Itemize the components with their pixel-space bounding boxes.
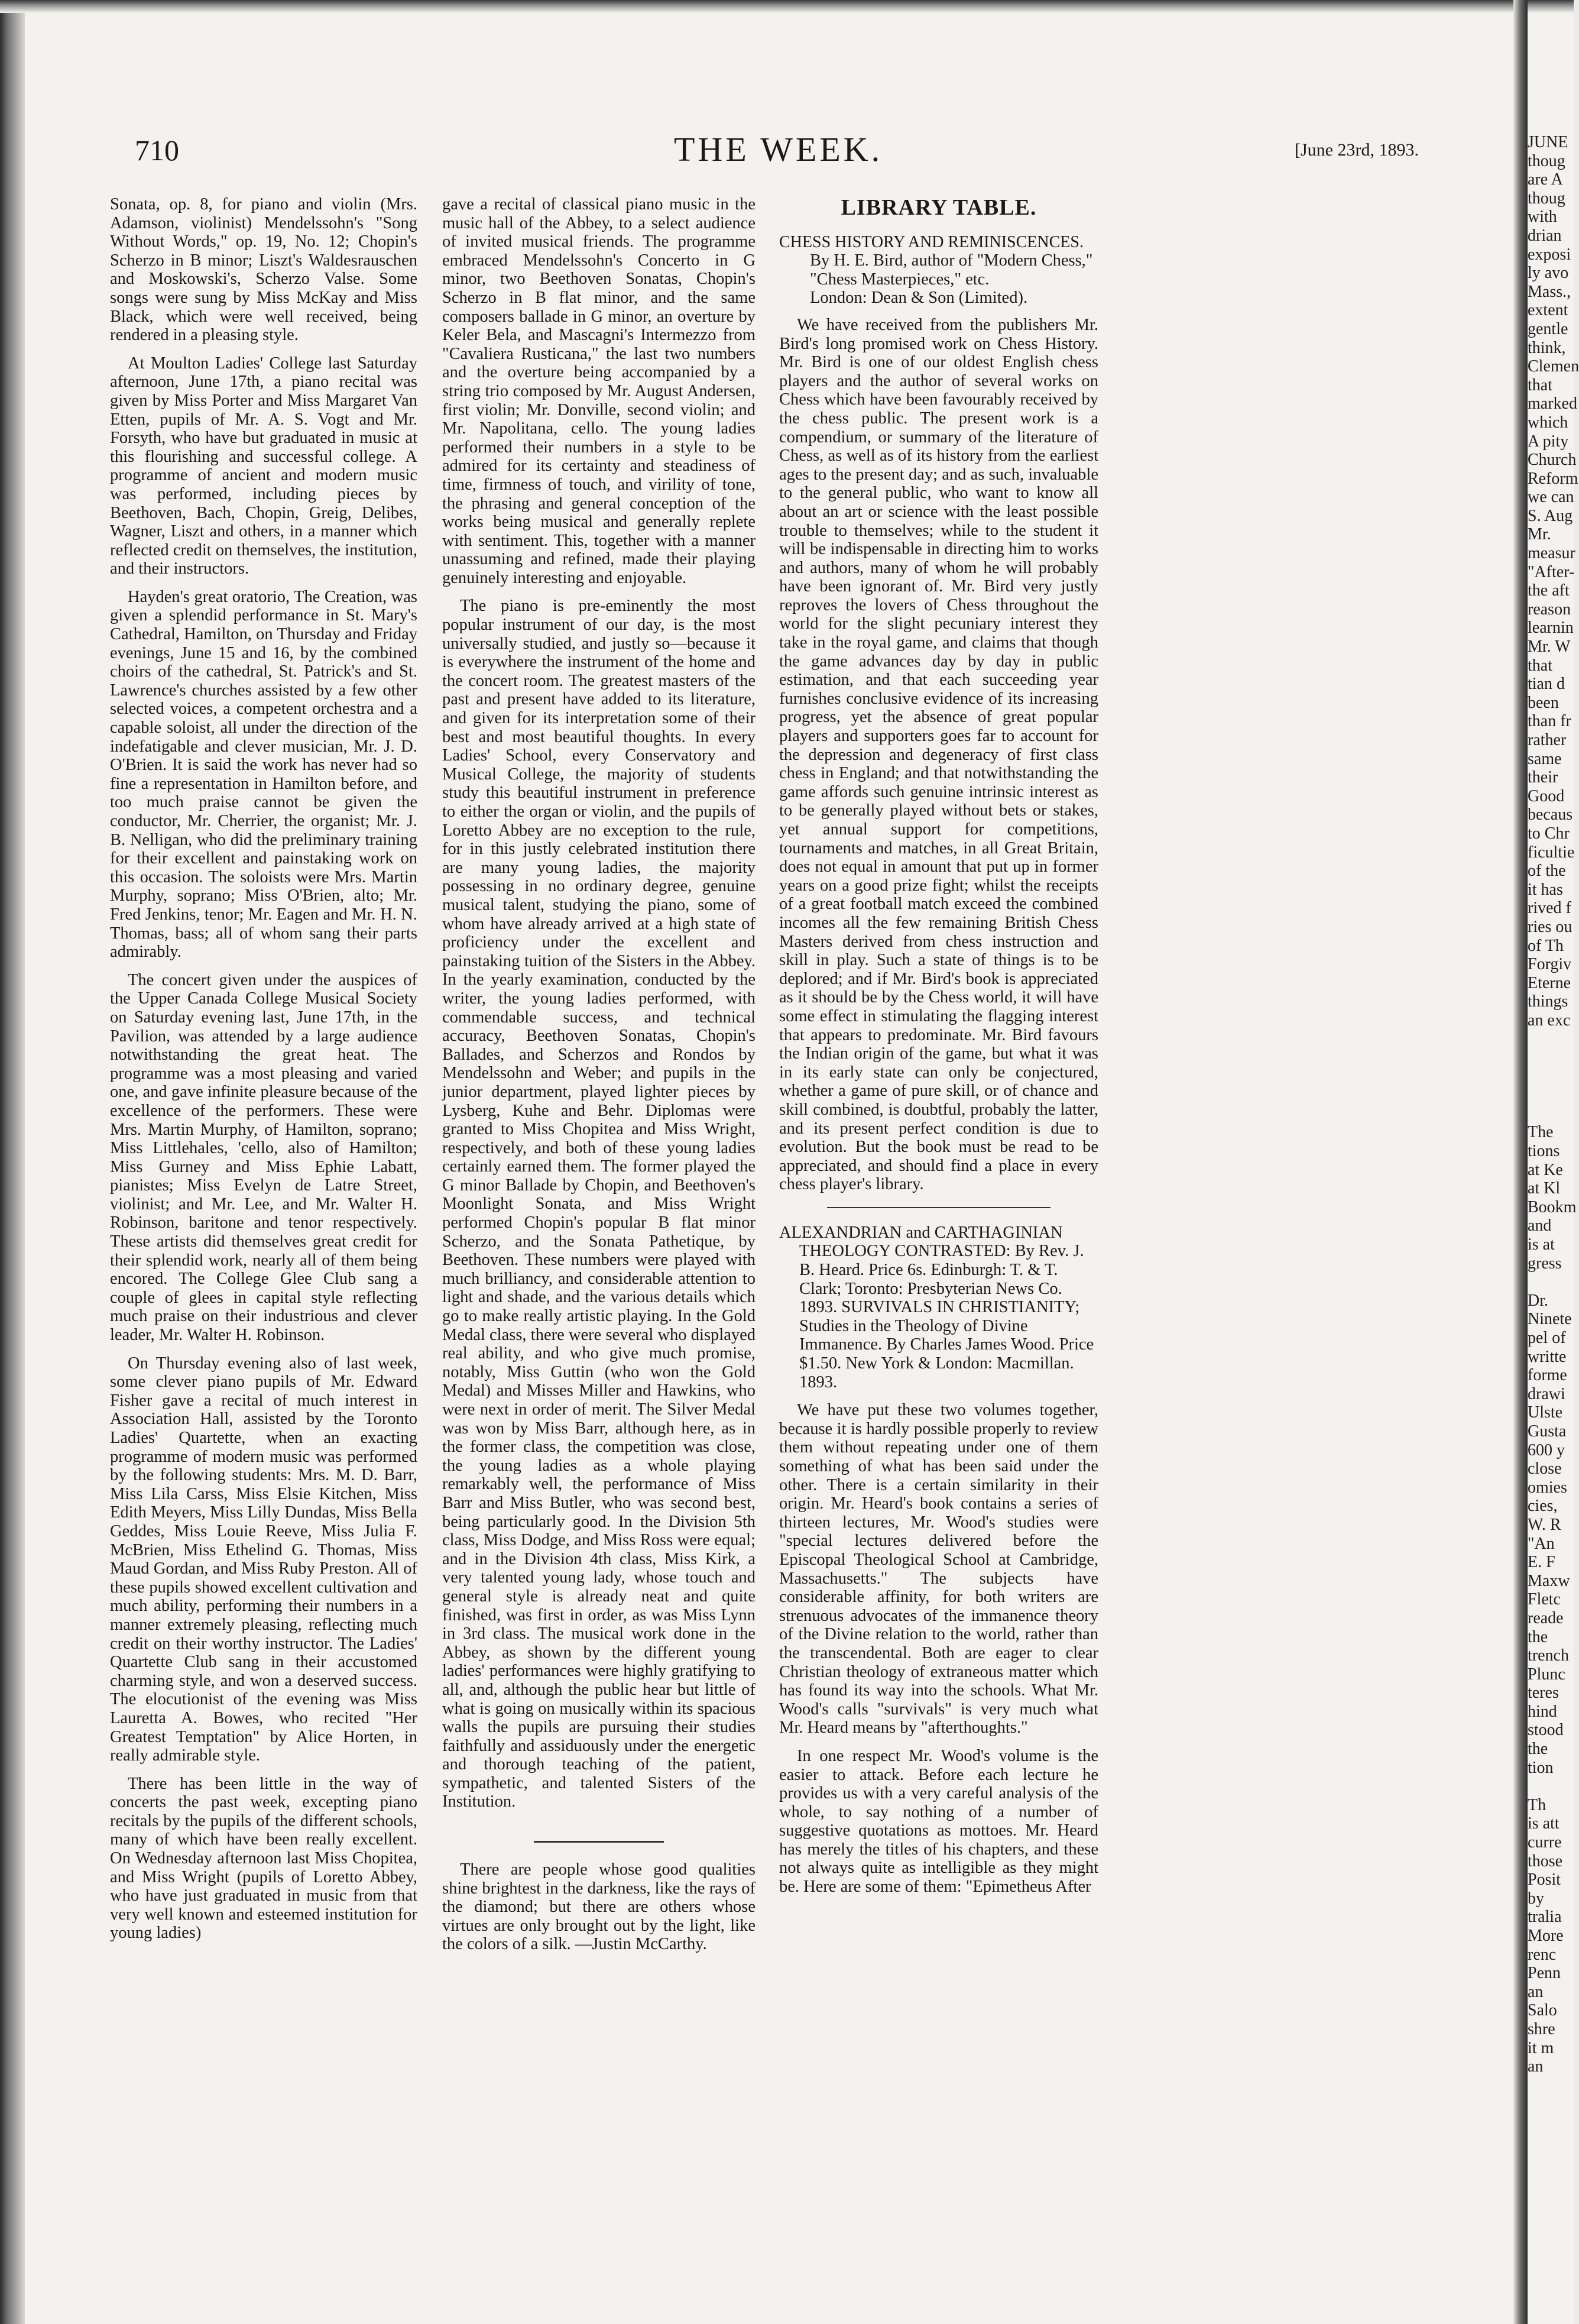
scan-edge-top [0,0,1574,13]
facing-page-word: at Kl [1528,1179,1561,1198]
facing-page-word [1528,1048,1574,1067]
facing-page-word: The [1528,1123,1554,1142]
facing-page-word: drawi [1528,1384,1565,1403]
page-header [0,130,1513,180]
facing-page-word: by [1528,1889,1544,1908]
facing-page-word: close [1528,1459,1562,1478]
paragraph: Hayden's great oratorio, The Creation, was given a splendid performance in St. Mary's Cathedral, Hamilton, on Thursday and Friday evenings, June 15 and 16, by the combined choirs of the cathedral, St. Patrick's and St. Lawrence's churches assisted by a few other selected voices, a competent orchestra and a capable soloist, all under the direction of the indefatigable and clever musician, Mr. J. D. O'Brien. It is said the work has never had so fine a representation in Hamilton before, and too much praise cannot be given the conductor, Mr. Cherrier, the organist; Mr. J. B. Nelligan, who did the preliminary training for their excellent and painstaking work on this occasion. The soloists were Mrs. Martin Murphy, soprano; Miss O'Brien, alto; Mr. Fred Jenkins, tenor; Mr. Eagen and Mr. H. N. Thomas, bass; all of whom sang their parts admirably. [110,587,417,962]
facing-page-word: are A [1528,170,1563,189]
review-body: We have put these two volumes together, because it is hardly possible properly to review them without repeating under one of them something of what has been said under the other. There is a certain similarity in their origin. Mr. Heard's book contains a series of thirteen lectures, Mr. Wood's studies were "special lectures delivered before the Episcopal Theological School at Cambridge, Massachusetts." The subjects have considerable affinity, for both writers are strenuous advocates of the immanence theory of the Divine relation to the world, rather than the transcendental. Both are eager to clear Christian theology of extraneous matter which has found its way into the schools. What Mr. Wood's calls "survivals" is very much what Mr. Heard means by "afterthoughts." [779,1401,1098,1737]
facing-page-word: tions [1528,1142,1560,1161]
review-body: In one respect Mr. Wood's volume is the easier to attack. Before each lecture he provides us with a very careful analysis of the whole, to say nothing of a number of suggestive quotations as mottoes. Mr. Heard has merely the titles of his chapters, and these not always quite as intelligible as they might be. Here are some of them: "Epimetheus After [779,1746,1098,1896]
facing-page-word: Eterne [1528,973,1571,992]
facing-page-word: we can [1528,488,1574,507]
issue-date: [June 23rd, 1893. [1295,140,1419,160]
section-divider [534,1841,664,1843]
facing-page-word: thoug [1528,189,1565,208]
facing-page-word: an exc [1528,1011,1571,1030]
facing-page-word: ly avo [1528,264,1569,283]
review-heading: ALEXANDRIAN and CARTHAGINIAN THEOLOGY CONTRASTED: By Rev. J. B. Heard. Price 6s. Edinburgh: T. & T. Clark; Toronto: Presbyterian News Co. 1893. SURVIVALS IN CHRISTIANITY; Studies in the Theology of Divine Immanence. By Charles James Wood. Price $1.50. New York & London: Macmillan. 1893. [779,1223,1094,1391]
facing-page-word: the [1528,1740,1548,1759]
facing-page-word: tralia [1528,1908,1562,1927]
paragraph: On Thursday evening also of last week, some clever piano pupils of Mr. Edward Fisher gave a recital of much interest in Association Hall, assisted by the Toronto Ladies' Quartette, when an exacting programme of modern music was performed by the following students: Mrs. M. D. Barr, Miss Lila Carss, Miss Elsie Kitchen, Miss Edith Meyers, Miss Lilly Dundas, Miss Bella Geddes, Miss Louie Reeve, Miss Julia F. McBrien, Miss Ethelind G. Thomas, Miss Maud Gordan, and Miss Ruby Preston. All of these pupils showed excellent cultivation and much ability, performing their numbers in a manner extremely pleasing, reflecting much credit on their worthy instructor. The Ladies' Quartette Club sang in their accustomed charming style, and won a deserved success. The elocutionist of the evening was Miss Lauretta A. Bowes, who recited "Her Greatest Temptation" by Alice Horten, in really admirable style. [110,1354,417,1765]
paragraph: There has been little in the way of concerts the past week, excepting piano recitals by the pupils of the different schools, many of which have been really excellent. On Wednesday afternoon last Miss Chopitea, and Miss Wright (pupils of Loretto Abbey, who have just graduated in music from that very well known and esteemed institution for young ladies) [110,1774,417,1943]
facing-page-word: renc [1528,1945,1557,1964]
facing-page-word: "An [1528,1534,1555,1553]
facing-page-word: the [1528,1627,1548,1646]
facing-page-word: Church [1528,451,1577,470]
facing-page-word: exposi [1528,245,1571,264]
review-title: CHESS HISTORY AND REMINISCENCES. [779,232,1084,251]
paragraph: The piano is pre-eminently the most popular instrument of our day, is the most universally studied, and justly so—because it is everywhere the instrument of the home and the concert room. The greatest masters of the past and present have added to its literature, and given for its interpretation some of their best and most beautiful thoughts. In every Ladies' School, every Conservatory and Musical College, the majority of students study this beautiful instrument in preference to either the organ or violin, and the pupils of Loretto Abbey are no exception to the rule, for in this justly celebrated institution there are many young ladies, the majority possessing in no ordinary degree, genuine musical talent, studying the piano, some of whom have already arrived at a high state of proficiency under the excellent and painstaking tuition of the Sisters in the Abbey. In the yearly examination, conducted by the writer, the young ladies performed, with commendable success, and technical accuracy, Beethoven Sonatas, Chopin's Ballades, and Scherzos and Rondos by Mendelssohn and Weber; and pupils in the junior department, played lighter pieces by Lysberg, Kuhe and Behr. Diplomas were granted to Miss Chopitea and Miss Wright, respectively, and both of these young ladies certainly earned them. The former played the G minor Ballade by Chopin, and Beethoven's Moonlight Sonata, and Miss Wright performed Chopin's popular B flat minor Scherzo, and the Sonata Pathetique, by Beethoven. These numbers were played with much brilliancy, and considerable attention to light and shade, and the various details which go to make really artistic playing. In the Gold Medal class, there were several who displayed real ability, and who give much promise, notably, Miss Guttin (who won the Gold Medal) and Misses Miller and Hawkins, who were next in order of merit. The Silver Medal was won by Miss Barr, although here, as in the former class, the competition was close, the young ladies as a whole playing remarkably well, the performance of Miss Barr and Miss Butler, who was second best, being particularly good. In the Division 5th class, Miss Dodge, and Miss Ross were equal; and in the Division 4th class, Miss Kirk, a very talented young lady, whose touch and general style is already neat and quite finished, was first in order, as was Miss Lynn in 3rd class. The musical work done in the Abbey, as shown by the different young ladies' performances were highly gratifying to all, and, although the public hear but little of what is going on musically within its spacious walls the pupils are pursuing their studies faithfully and assiduously under the energetic and thorough teaching of the patient, sympathetic, and talented Sisters of the Institution. [442,597,756,1811]
facing-page-word [1528,1273,1574,1292]
page-fold-shadow [1513,0,1528,2324]
quotation: There are people whose good qualities shine brightest in the darkness, like the rays of the diamond; but there are others whose virtues are only brought out by the light, like the colors of a silk. —Justin McCarthy. [442,1860,756,1954]
facing-page-word: marked [1528,394,1577,413]
facing-page-word: an [1528,1982,1544,2001]
facing-page-word: rived f [1528,899,1571,918]
facing-page-word: ficultie [1528,843,1575,862]
facing-page-word: thoug [1528,151,1565,170]
paragraph: Sonata, op. 8, for piano and violin (Mrs. Adamson, violinist) Mendelssohn's "Song Without Words," op. 19, No. 12; Chopin's Scherzo in B minor; Liszt's Waldesrauschen and Moskowski's, Scherzo Valse. Some songs were sung by Miss McKay and Miss Black, which were well received, being rendered in a pleasing style. [110,195,417,345]
facing-page-word: JUNE [1528,133,1568,151]
paragraph: gave a recital of classical piano music in the music hall of the Abbey, to a select audience of invited musical friends. The programme embraced Mendelssohn's Concerto in G minor, two Beethoven Sonatas, Chopin's Scherzo in B flat minor, and the same composers ballade in G minor, an overture by Keler Bela, and Mascagni's Intermezzo from "Cavaliera Rusticana," the last two numbers and the overture being accompanied by a string trio composed by Mr. August Andersen, first violin; Mr. Donville, second violin; and Mr. Napolitana, cello. The young ladies performed their numbers in a style to be admired for its certainty and steadiness of time, firmness of touch, and virility of tone, the phrasing and general conception of the works being musical and generally replete with sentiment. This, together with a manner unassuming and refined, made their playing genuinely interesting and enjoyable. [442,195,756,587]
facing-page-word: drian [1528,226,1562,245]
facing-page-word: becaus [1528,805,1573,824]
paragraph: The concert given under the auspices of the Upper Canada College Musical Society on Saturday evening last, June 17th, in the Pavilion, was attended by a large audience notwithstanding the great heat. The programme was a most pleasing and varied one, and gave infinite pleasure because of the excellence of the performers. These were Mrs. Martin Murphy, of Hamilton, soprano; Miss Littlehales, 'cello, also of Hamilton; Miss Gurney and Miss Ephie Labatt, pianistes; Miss Evelyn de Latre Street, violinist; and Mr. Lee, and Mr. Walter H. Robinson, baritone and tenor respectively. These artists did themselves great credit for their splendid work, nearly all of them being encored. The College Glee Club sang a couple of glees in capital style reflecting much praise on their industrious and clever leader, Mr. Walter H. Robinson. [110,970,417,1345]
facing-page-word: Ulste [1528,1403,1563,1422]
column-library-table [779,195,1098,1906]
facing-page-word: Bookm [1528,1197,1577,1216]
facing-page-word: "After- [1528,562,1575,581]
facing-page-word [1528,1067,1574,1086]
facing-page-word: More [1528,1927,1564,1945]
facing-page-word: of Th [1528,936,1564,955]
facing-page-word: is att [1528,1814,1559,1833]
facing-page-word: omies [1528,1478,1567,1497]
facing-page-word: extent [1528,301,1568,320]
facing-page-word: Ninete [1528,1310,1572,1329]
facing-page-word: been [1528,693,1559,712]
facing-page-word: Maxw [1528,1571,1570,1590]
facing-page-word: gress [1528,1254,1562,1273]
facing-page-word: cies, [1528,1497,1558,1516]
facing-page-word: E. F [1528,1553,1555,1572]
facing-page-word: A pity [1528,432,1569,451]
facing-page-word: trench [1528,1646,1569,1665]
facing-page-word: it m [1528,2038,1554,2057]
facing-page-word: ries ou [1528,917,1572,936]
facing-page-word: stood [1528,1721,1564,1740]
facing-page-word: with [1528,208,1557,226]
column-music-notes-2 [442,195,756,1963]
facing-page-word: to Chr [1528,824,1570,843]
facing-page-word: reade [1528,1608,1564,1627]
facing-page-word: an [1528,2057,1544,2076]
review-body: We have received from the publishers Mr. Bird's long promised work on Chess History. Mr. Bird is one of our oldest English chess players and the author of several works on Chess which have been favourably received by the chess public. The present work is a compendium, or summary of the literature of Chess, as well as of its history from the earliest ages to the present day; and as such, invaluable to the general public, who want to know all about an art or science with the least possible trouble to themselves; while to the student it will be indispensable in directing him to works and authors, many of whom he will probably have been ignorant of. Mr. Bird very justly reproves the lovers of Chess throughout the world for the slight pecuniary interest they take in the royal game, and claims that though the game advances day by day in public estimation, and that each succeeding year furnishes conclusive evidence of its increasing progress, yet the absence of great popular players and supporters goes far to account for the depression and degeneracy of first class chess in England; and that notwithstanding the game affords such genuine intrinsic interest as to be generally played without bets or stakes, yet annual support for competitions, tournaments and matches, in all Great Britain, does not equal in amount that put up in former years on a good prize fight; whilst the receipts of a great football match exceed the combined incomes all the few remaining British Chess Masters derived from chess instruction and skill in play. Such a state of things is to be deplored; and if Mr. Bird's book is appreciated as it should be by the Chess world, it will have some effect in stimulating the flagging interest that appears to predominate. Mr. Bird favours the Indian origin of the game, but what it was in its early state can only be conjectured, whether a game of pure skill, or of chance and skill combined, is doubtful, probably the latter, and its present perfect condition is due to evolution. But the book must be read to be appreciated, and should find a place in every chess player's library. [779,315,1098,1194]
facing-page-word: Salo [1528,2001,1557,2020]
facing-page-word: Forgiv [1528,955,1572,974]
facing-page-word: Th [1528,1795,1546,1814]
facing-page-word: learnin [1528,619,1574,637]
facing-page-word: Fletc [1528,1590,1561,1609]
facing-page-word: tion [1528,1758,1554,1777]
facing-page-word: their [1528,768,1558,787]
facing-page-word [1528,1777,1574,1796]
paragraph: At Moulton Ladies' College last Saturday afternoon, June 17th, a piano recital was given by Miss Porter and Miss Margaret Van Etten, pupils of Mr. A. S. Vogt and Mr. Forsyth, who have but graduated in music at this flourishing and successful college. A programme of ancient and modern music was performed, including pieces by Beethoven, Bach, Chopin, Greig, Delibes, Wagner, Liszt and others, in a manner which reflected credit on themselves, the institution, and their instructors. [110,354,417,578]
facing-page-word: that [1528,656,1552,675]
review-author: By H. E. Bird, author of "Modern Chess," "Chess Masterpieces," etc. [810,251,1093,289]
facing-page-word: Gusta [1528,1422,1567,1441]
column-music-notes-1 [110,195,417,1952]
facing-page-word: Plunc [1528,1665,1565,1684]
facing-page-word: teres [1528,1684,1559,1702]
facing-page-word: and [1528,1216,1552,1235]
facing-page-word: than fr [1528,712,1571,731]
facing-page-word: rather [1528,731,1567,749]
facing-page-word: that [1528,376,1552,394]
review-heading [779,233,1098,308]
facing-page-word: is at [1528,1235,1555,1254]
facing-page-word: hind [1528,1702,1557,1721]
facing-page-word: Mr. W [1528,637,1571,656]
journal-title: THE WEEK. [674,130,883,169]
facing-page-word: 600 y [1528,1441,1565,1459]
facing-page-word: Dr. [1528,1291,1548,1310]
facing-page-word: things [1528,992,1568,1011]
facing-page-word: Penn [1528,1964,1561,1983]
facing-page-word: writte [1528,1347,1567,1366]
review-publisher: London: Dean & Son (Limited). [810,289,1028,308]
facing-page-word: Reform [1528,469,1578,488]
facing-page-word: tian d [1528,675,1565,694]
facing-page-word: same [1528,749,1562,768]
facing-page-word: those [1528,1852,1563,1870]
facing-page-word: shre [1528,2019,1555,2038]
facing-page-word [1528,1105,1574,1124]
facing-page-word: think, [1528,338,1566,357]
facing-page-word: of the [1528,862,1566,881]
facing-page-word: pel of [1528,1329,1566,1347]
facing-page-word: gentle [1528,319,1568,338]
facing-page-word: Good [1528,786,1565,805]
page-number: 710 [135,134,179,167]
section-title: LIBRARY TABLE. [841,195,1037,220]
review-divider [827,1207,1050,1208]
facing-page-word [1528,1086,1574,1105]
facing-page-word: which [1528,413,1568,432]
facing-page-word: reason [1528,600,1571,619]
facing-page-word: curre [1528,1833,1562,1852]
facing-page-fragment [1528,133,1579,2324]
facing-page-word: Clemen [1528,357,1579,376]
facing-page-word: Posit [1528,1870,1561,1889]
scan-edge-left [0,0,25,2324]
facing-page-word: the aft [1528,581,1570,600]
facing-page-word: Mr. [1528,525,1551,544]
facing-page-word: at Ke [1528,1160,1563,1179]
facing-page-word: it has [1528,880,1563,899]
facing-page-word: W. R [1528,1515,1561,1534]
facing-page-word: S. Aug [1528,506,1573,525]
facing-page-word: Mass., [1528,282,1571,301]
facing-page-word: measur [1528,544,1575,563]
facing-page-word [1528,1030,1574,1049]
facing-page-word: forme [1528,1366,1567,1385]
